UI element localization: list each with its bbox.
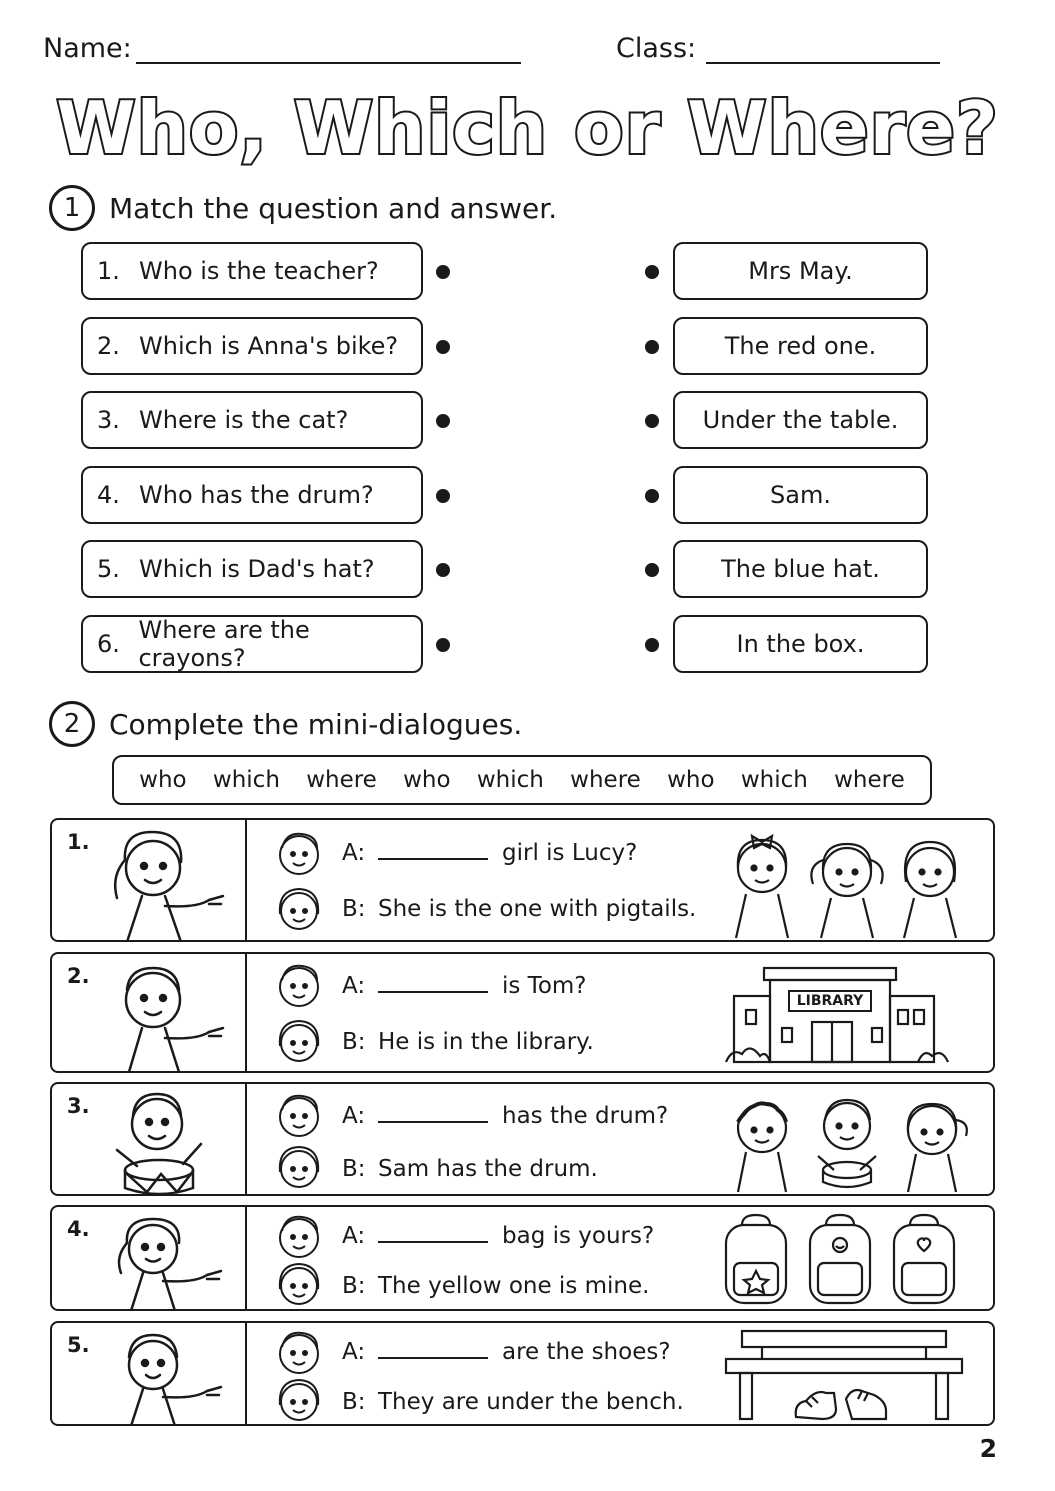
dialogue-number: 5. xyxy=(67,1333,90,1357)
class-label: Class: xyxy=(616,33,697,64)
speaker-a-label: A: xyxy=(342,840,366,866)
line-b xyxy=(342,896,696,922)
boy-face-icon xyxy=(274,960,324,1010)
question-box xyxy=(81,615,423,673)
word-bank-word: who xyxy=(403,767,451,793)
line-a xyxy=(342,1103,668,1129)
question-number: 2. xyxy=(97,332,120,360)
word-bank-word: which xyxy=(476,767,544,793)
answer-blank[interactable] xyxy=(378,1103,488,1123)
girl-face-icon xyxy=(274,1142,324,1192)
match-dot-left[interactable] xyxy=(436,414,450,428)
question-text: Who is the teacher? xyxy=(139,257,379,285)
line-a-text: is Tom? xyxy=(502,973,587,999)
line-b xyxy=(342,1156,598,1182)
question-box xyxy=(81,466,423,524)
match-dot-right[interactable] xyxy=(645,265,659,279)
answer-blank[interactable] xyxy=(378,840,488,860)
question-text: Which is Dad's hat? xyxy=(139,555,375,583)
match-dot-right[interactable] xyxy=(645,414,659,428)
speaker-b-label: B: xyxy=(342,1029,366,1055)
speaker-b-label: B: xyxy=(342,1273,366,1299)
word-bank-word: who xyxy=(139,767,187,793)
boy-pointing-icon xyxy=(97,1329,227,1426)
dialogue-number: 4. xyxy=(67,1217,90,1241)
dialogue-row xyxy=(50,952,995,1073)
boy-pointing-icon xyxy=(97,960,227,1072)
question-number: 6. xyxy=(97,630,120,658)
boy-face-icon xyxy=(274,1211,324,1261)
question-number: 3. xyxy=(97,406,120,434)
line-b xyxy=(342,1273,649,1299)
word-bank-word: which xyxy=(212,767,280,793)
line-a-text: girl is Lucy? xyxy=(502,840,638,866)
row-divider xyxy=(245,954,247,1071)
question-box xyxy=(81,391,423,449)
answer-blank[interactable] xyxy=(378,1339,488,1359)
name-label: Name: xyxy=(43,33,132,64)
name-field[interactable] xyxy=(136,62,521,64)
answer-blank[interactable] xyxy=(378,973,488,993)
line-b-text: She is the one with pigtails. xyxy=(378,896,697,922)
line-b-text: Sam has the drum. xyxy=(378,1156,598,1182)
girl-face-icon xyxy=(274,1259,324,1309)
match-dot-left[interactable] xyxy=(436,340,450,354)
boy-face-icon xyxy=(274,1090,324,1140)
dialogue-row xyxy=(50,1321,995,1426)
speaker-a-label: A: xyxy=(342,1103,366,1129)
speaker-b-label: B: xyxy=(342,1156,366,1182)
speaker-a-label: A: xyxy=(342,1339,366,1365)
answer-box: Sam. xyxy=(673,466,928,524)
word-bank-word: which xyxy=(740,767,808,793)
match-dot-left[interactable] xyxy=(436,265,450,279)
question-text: Who has the drum? xyxy=(139,481,374,509)
question-number: 5. xyxy=(97,555,120,583)
line-a xyxy=(342,1223,654,1249)
question-box xyxy=(81,540,423,598)
dialogue-row xyxy=(50,1205,995,1311)
word-bank-word: where xyxy=(306,767,377,793)
word-bank-word: where xyxy=(834,767,905,793)
line-a-text: has the drum? xyxy=(502,1103,669,1129)
girl-face-icon xyxy=(274,1016,324,1066)
girl-face-icon xyxy=(274,1375,324,1425)
bench-shoes-icon xyxy=(722,1329,972,1423)
three-kids-icon xyxy=(722,1090,972,1194)
class-field[interactable] xyxy=(706,62,940,64)
line-b-text: He is in the library. xyxy=(378,1029,594,1055)
section2-number: 2 xyxy=(49,701,95,747)
question-box xyxy=(81,242,423,300)
page-number: 2 xyxy=(979,1434,997,1463)
question-box xyxy=(81,317,423,375)
page-title: Who, Which or Where? xyxy=(56,86,999,170)
dialogue-number: 2. xyxy=(67,964,90,988)
dialogue-row xyxy=(50,1082,995,1196)
boy-face-icon xyxy=(274,828,324,878)
word-bank xyxy=(112,755,932,805)
answer-box: Mrs May. xyxy=(673,242,928,300)
section2-instruction: Complete the mini-dialogues. xyxy=(109,707,523,741)
line-b-text: They are under the bench. xyxy=(378,1389,684,1415)
word-bank-word: where xyxy=(570,767,641,793)
girl-face-icon xyxy=(274,884,324,934)
line-a xyxy=(342,1339,671,1365)
row-divider xyxy=(245,820,247,940)
section1-number: 1 xyxy=(49,185,95,231)
match-dot-right[interactable] xyxy=(645,563,659,577)
match-dot-left[interactable] xyxy=(436,638,450,652)
library-sign: LIBRARY xyxy=(788,990,872,1012)
section1-instruction: Match the question and answer. xyxy=(109,191,558,225)
answer-box: The red one. xyxy=(673,317,928,375)
boy-drum-icon xyxy=(97,1090,227,1196)
section2-heading xyxy=(49,701,522,747)
line-a-text: bag is yours? xyxy=(502,1223,655,1249)
speaker-b-label: B: xyxy=(342,1389,366,1415)
speaker-a-label: A: xyxy=(342,973,366,999)
match-dot-left[interactable] xyxy=(436,489,450,503)
match-dot-right[interactable] xyxy=(645,340,659,354)
three-girls-icon xyxy=(722,830,972,940)
section1-heading xyxy=(49,185,557,231)
row-divider xyxy=(245,1084,247,1194)
library-building-icon xyxy=(722,962,952,1066)
answer-box: In the box. xyxy=(673,615,928,673)
answer-blank[interactable] xyxy=(378,1223,488,1243)
speaker-b-label: B: xyxy=(342,896,366,922)
girl-pointing-icon xyxy=(97,1213,227,1311)
question-text: Where are the crayons? xyxy=(138,616,310,672)
girl-pointing-icon xyxy=(97,826,227,942)
row-divider xyxy=(245,1323,247,1424)
dialogue-number: 1. xyxy=(67,830,90,854)
line-b xyxy=(342,1389,684,1415)
question-number: 1. xyxy=(97,257,120,285)
speaker-a-label: A: xyxy=(342,1223,366,1249)
three-backpacks-icon xyxy=(720,1213,970,1307)
boy-face-icon xyxy=(274,1327,324,1377)
match-dot-right[interactable] xyxy=(645,638,659,652)
line-a xyxy=(342,973,587,999)
question-number: 4. xyxy=(97,481,120,509)
row-divider xyxy=(245,1207,247,1309)
line-b-text: The yellow one is mine. xyxy=(378,1273,650,1299)
answer-box: Under the table. xyxy=(673,391,928,449)
answer-box: The blue hat. xyxy=(673,540,928,598)
question-text: Which is Anna's bike? xyxy=(139,332,399,360)
match-dot-right[interactable] xyxy=(645,489,659,503)
line-b xyxy=(342,1029,594,1055)
question-text: Where is the cat? xyxy=(139,406,349,434)
match-dot-left[interactable] xyxy=(436,563,450,577)
line-a-text: are the shoes? xyxy=(502,1339,671,1365)
dialogue-number: 3. xyxy=(67,1094,90,1118)
line-a xyxy=(342,840,637,866)
word-bank-word: who xyxy=(667,767,715,793)
dialogue-row xyxy=(50,818,995,942)
